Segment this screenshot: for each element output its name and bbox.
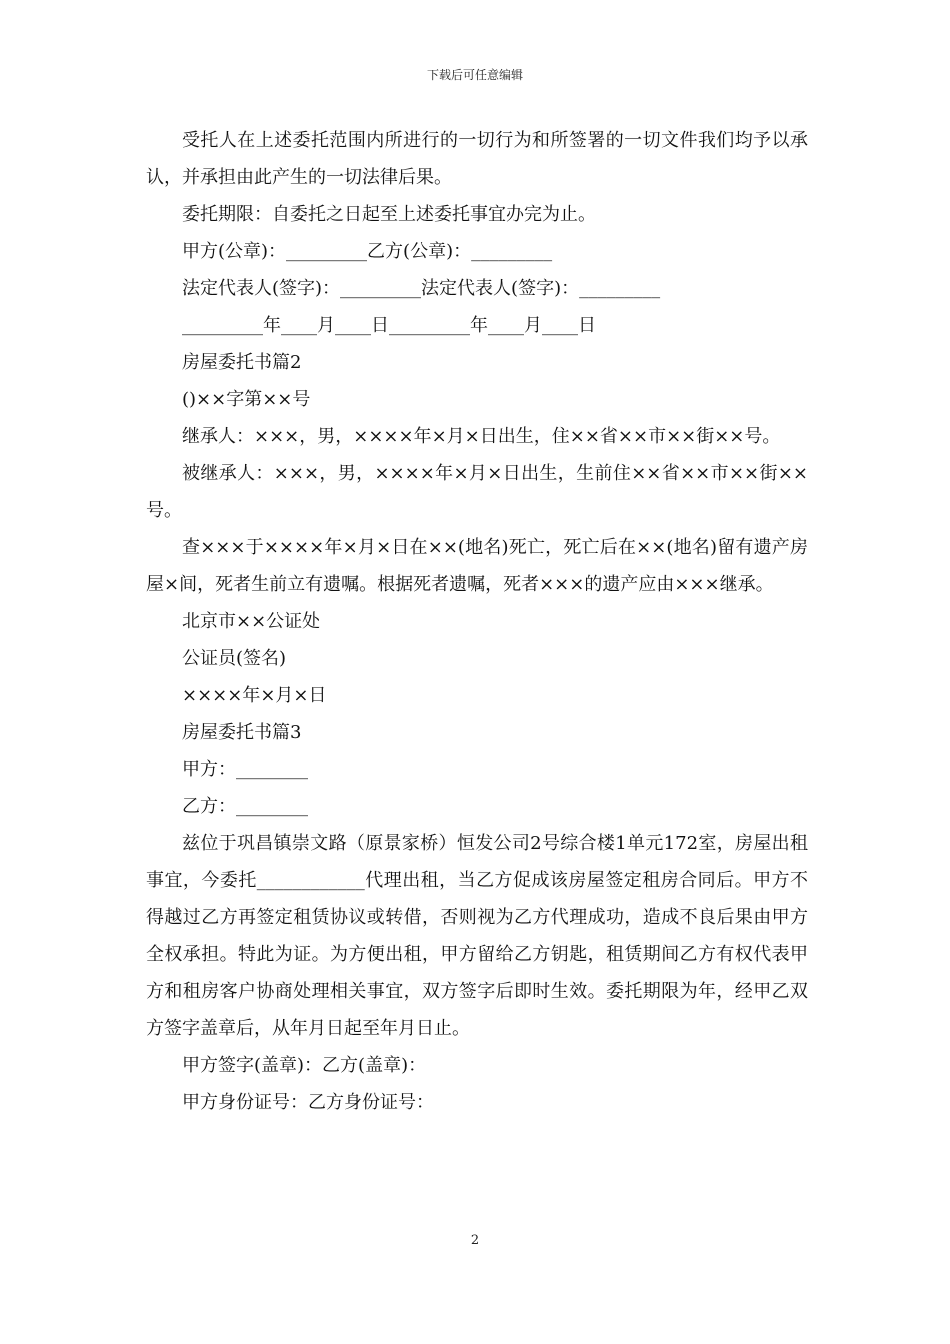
paragraph-heir: 继承人：×××，男，××××年×月×日出生，住××省××市××街××号。 — [182, 426, 781, 447]
paragraph-doc-number: ()××字第××号 — [182, 389, 311, 410]
paragraph-acknowledgement: 受托人在上述委托范围内所进行的一切行为和所签署的一切文件我们均予以承认，并承担由此产生的一切法律后果。 — [146, 130, 808, 188]
paragraph-notary-date: ××××年×月×日 — [182, 685, 327, 706]
section-title-2: 房屋委托书篇2 — [182, 352, 302, 373]
paragraph-party-a: 甲方：________ — [182, 759, 308, 780]
paragraph-decedent: 被继承人：×××，男，××××年×月×日出生，生前住××省××市××街××号。 — [146, 463, 808, 521]
section-title-3: 房屋委托书篇3 — [182, 722, 302, 743]
paragraph-seals: 甲方(公章)：_________乙方(公章)：_________ — [182, 241, 553, 262]
paragraph-rental-agreement: 兹位于巩昌镇崇文路（原景家桥）恒发公司2号综合楼1单元172室，房屋出租事宜，今委托____________代理出租，当乙方促成该房屋签定租房合同后。甲方不得越过乙方再签定租赁协议或转借，否则视为乙方代理成功，造成不良后果由甲方全权承担。特此为证。为方便出租，甲方留给乙方钥匙，租赁期间乙方有权代表甲方和租房客户协商处理相关事宜，双方签字后即时生效。委托期限为年，经甲乙双方签字盖章后，从年月日起至年月日止。 — [146, 833, 808, 1039]
paragraph-findings: 查×××于××××年×月×日在××(地名)死亡，死亡后在××(地名)留有遗产房屋×间，死者生前立有遗嘱。根据死者遗嘱，死者×××的遗产应由×××继承。 — [146, 537, 808, 595]
paragraph-term: 委托期限：自委托之日起至上述委托事宜办完为止。 — [182, 204, 596, 225]
page-number: 2 — [470, 1233, 480, 1248]
paragraph-party-b: 乙方：________ — [182, 796, 308, 817]
paragraph-dates: _________年____月____日_________年____月____日 — [182, 315, 596, 336]
paragraph-notary-signature: 公证员(签名) — [182, 648, 287, 669]
document-body — [146, 122, 808, 1121]
paragraph-notary-office: 北京市××公证处 — [182, 611, 321, 632]
paragraph-signatures: 甲方签字(盖章)：乙方(盖章)： — [182, 1055, 427, 1076]
page-header-note: 下载后可任意编辑 — [426, 68, 523, 82]
paragraph-representatives: 法定代表人(签字)：_________法定代表人(签字)：_________ — [182, 278, 661, 299]
paragraph-id-numbers: 甲方身份证号：乙方身份证号： — [182, 1092, 434, 1113]
